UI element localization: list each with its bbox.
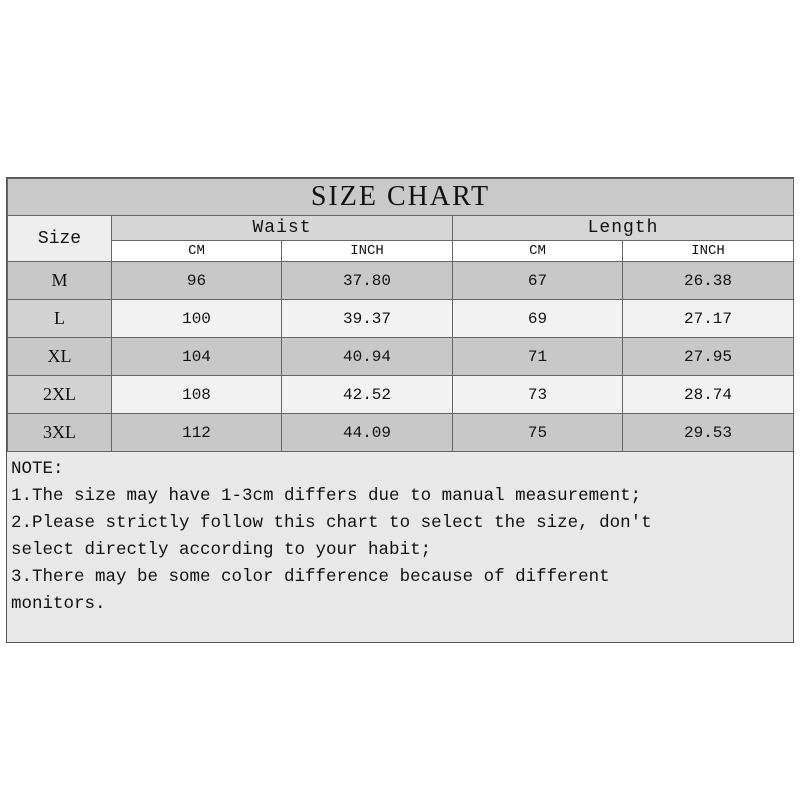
length-cm-header: CM: [453, 241, 623, 262]
length-cm-cell: 67: [453, 262, 623, 300]
length-inch-cell: 27.17: [623, 300, 794, 338]
waist-cm-cell: 112: [112, 414, 282, 452]
size-chart-sheet: [6, 177, 794, 643]
table-row: [8, 414, 794, 452]
table-row: [8, 338, 794, 376]
waist-cm-cell: 108: [112, 376, 282, 414]
waist-cm-cell: 100: [112, 300, 282, 338]
notes-heading: NOTE:: [11, 459, 64, 479]
table-row: [8, 262, 794, 300]
length-inch-cell: 29.53: [623, 414, 794, 452]
length-cm-cell: 73: [453, 376, 623, 414]
waist-cm-cell: 96: [112, 262, 282, 300]
size-cell: M: [8, 262, 112, 300]
length-cm-cell: 75: [453, 414, 623, 452]
note-line: 3.There may be some color difference because of different: [11, 567, 610, 587]
length-inch-header: INCH: [623, 241, 794, 262]
waist-inch-cell: 37.80: [282, 262, 453, 300]
size-column-header: Size: [8, 216, 112, 262]
size-cell: L: [8, 300, 112, 338]
size-table: [7, 178, 794, 452]
note-line: select directly according to your habit;: [11, 540, 432, 560]
waist-group-header: Waist: [112, 216, 453, 241]
note-line: 2.Please strictly follow this chart to select the size, don't: [11, 513, 652, 533]
length-inch-cell: 28.74: [623, 376, 794, 414]
size-cell: 3XL: [8, 414, 112, 452]
table-row: [8, 376, 794, 414]
size-cell: XL: [8, 338, 112, 376]
note-line: 1.The size may have 1-3cm differs due to manual measurement;: [11, 486, 642, 506]
length-inch-cell: 27.95: [623, 338, 794, 376]
waist-inch-cell: 44.09: [282, 414, 453, 452]
chart-title: SIZE CHART: [8, 179, 794, 216]
waist-inch-cell: 40.94: [282, 338, 453, 376]
waist-inch-header: INCH: [282, 241, 453, 262]
size-cell: 2XL: [8, 376, 112, 414]
waist-cm-cell: 104: [112, 338, 282, 376]
length-cm-cell: 69: [453, 300, 623, 338]
waist-inch-cell: 39.37: [282, 300, 453, 338]
notes-section: [7, 452, 793, 618]
table-row: [8, 300, 794, 338]
note-line: monitors.: [11, 594, 106, 614]
length-group-header: Length: [453, 216, 794, 241]
waist-inch-cell: 42.52: [282, 376, 453, 414]
waist-cm-header: CM: [112, 241, 282, 262]
length-inch-cell: 26.38: [623, 262, 794, 300]
length-cm-cell: 71: [453, 338, 623, 376]
